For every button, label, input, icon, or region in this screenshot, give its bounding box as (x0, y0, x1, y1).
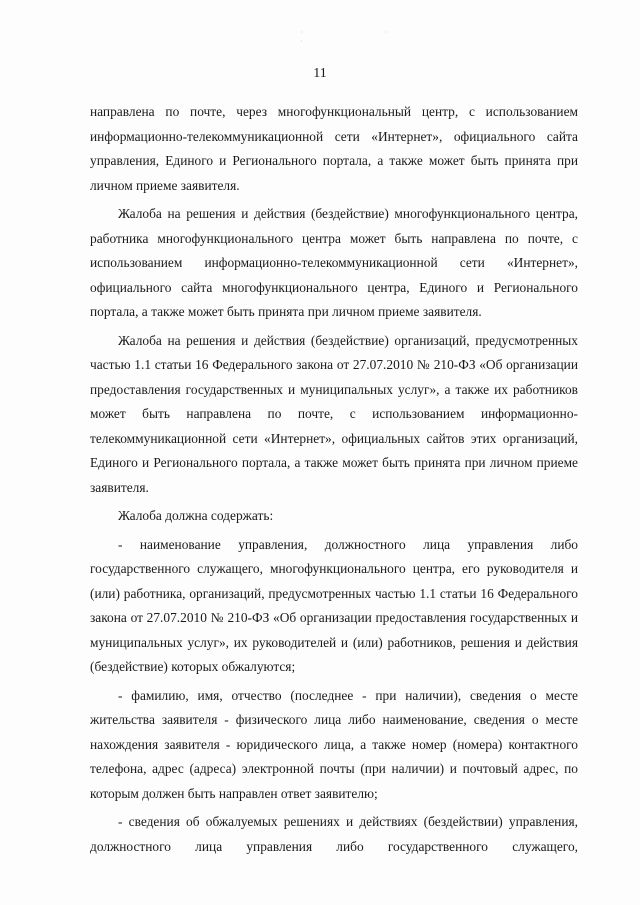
list-item-applicant-info: - фамилию, имя, отчество (последнее - при наличии), сведения о месте жительства заявителя - физического лица либо наименование, сведения о месте нахождения заявителя - юридического лица, а также номер (номера) контактного телефона, адрес (адреса) электронной почты (при наличии) и почтовый адрес, по которым должен быть направлен ответ заявителю; (90, 687, 578, 801)
paragraph-complaint-contents-heading: Жалоба должна содержать: (118, 508, 274, 523)
list-item-appealed-decisions: - сведения об обжалуемых решениях и действиях (бездействии) управления, должностного лица управления либо государственного служащего, (90, 814, 578, 854)
paragraph-mfc-complaint: Жалоба на решения и действия (бездействие) многофункционального центра, работника многофункционального центра может быть направлена по почте, с использованием информационно-телекоммуникационной сети «Интернет», официального сайта многофункционального центра, Единого и Регионального портала, а также может быть принята при личном приеме заявителя. (90, 206, 578, 319)
list-item-name: - наименование управления, должностного лица управления либо государственного служащего, многофункционального центра, его руководителя и (или) работника, организаций, предусмотренных частью 1.1 статьи 16 Федерального закона от 27.07.2010 № 210-ФЗ «Об организации предоставления государственных и муниципальных услуг», их руководителей и (или) работников, решения и действия (бездействие) которых обжалуются; (90, 536, 578, 674)
paragraph-organizations-complaint: Жалоба на решения и действия (бездействие) организаций, предусмотренных частью 1.1 статьи 16 Федерального закона от 27.07.2010 № 210-ФЗ «Об организации предоставления государственных и муниципальных услуг», а также их работников может быть направлена по почте, с использованием информационно-телекоммуникационной сети «Интернет», официальных сайтов этих организаций, Единого и Регионального портала, а также может быть принята при личном приеме заявителя. (90, 332, 578, 495)
page-number: 11 (313, 66, 327, 81)
scan-artifact: · · · (300, 28, 428, 46)
body-text (90, 100, 578, 863)
paragraph-continuation: направлена по почте, через многофункциональный центр, с использованием информационно-телекоммуникационной сети «Интернет», официального сайта управления, Единого и Регионального портала, а также может быть принята при личном приеме заявителя. (90, 104, 578, 193)
